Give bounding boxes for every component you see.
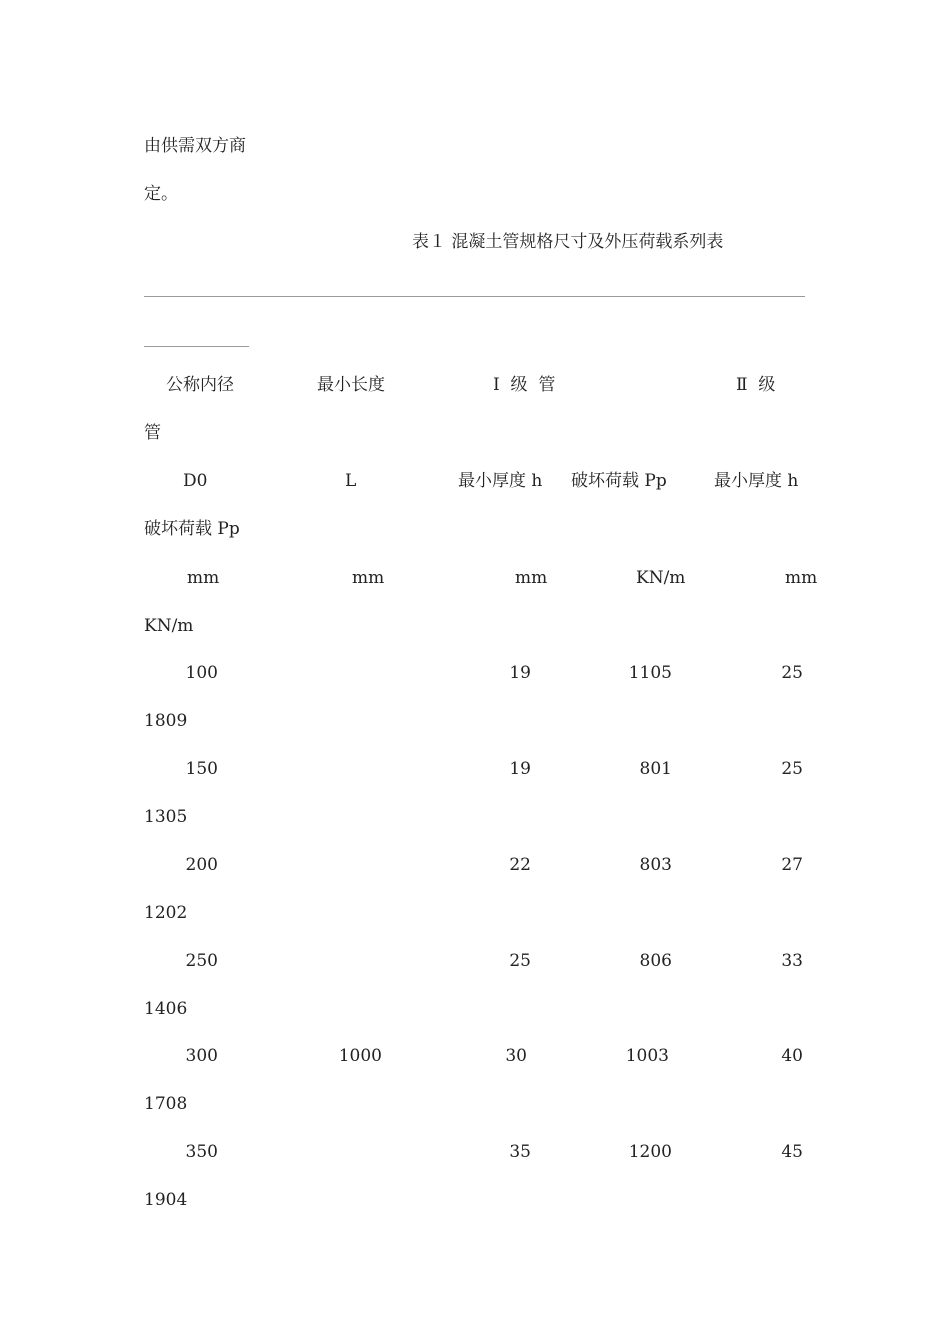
subheader-break-load-2: 破坏荷载 Pp — [144, 519, 240, 539]
cell-h1: 30 — [505, 1046, 527, 1066]
cell-h1: 35 — [509, 1142, 531, 1162]
unit-h2: mm — [785, 568, 818, 588]
cell-h2: 25 — [781, 663, 803, 683]
cell-pp2: 1202 — [144, 903, 188, 923]
header-grade-2-wrap: 管 — [144, 423, 161, 443]
cell-d0: 350 — [185, 1142, 218, 1162]
cell-pp1: 1200 — [628, 1142, 672, 1162]
intro-line-2: 定。 — [144, 184, 178, 204]
header-nominal-diameter: 公称内径 — [166, 375, 234, 395]
cell-h1: 19 — [509, 663, 531, 683]
cell-pp1: 1003 — [625, 1046, 669, 1066]
cell-h2: 40 — [781, 1046, 803, 1066]
subheader-d0: D0 — [183, 471, 208, 491]
cell-d0: 200 — [185, 855, 218, 875]
unit-pp1: KN/m — [636, 568, 686, 588]
intro-line-1: 由供需双方商 — [144, 136, 246, 156]
table-title: 表１ 混凝土管规格尺寸及外压荷载系列表 — [412, 232, 724, 252]
cell-pp1: 1105 — [628, 663, 672, 683]
cell-pp2: 1809 — [144, 711, 188, 731]
table-top-rule-wrap — [144, 346, 249, 347]
cell-d0: 300 — [185, 1046, 218, 1066]
cell-pp2: 1406 — [144, 999, 188, 1019]
cell-h2: 25 — [781, 759, 803, 779]
cell-d0: 150 — [185, 759, 218, 779]
unit-pp2: KN/m — [144, 616, 194, 636]
cell-h2: 33 — [781, 951, 803, 971]
cell-l: 1000 — [338, 1046, 382, 1066]
subheader-min-thickness-1: 最小厚度 h — [458, 471, 543, 491]
cell-h1: 25 — [509, 951, 531, 971]
cell-h1: 22 — [509, 855, 531, 875]
header-grade-1-pipe: Ⅰ 级 管 — [493, 375, 556, 395]
subheader-break-load-1: 破坏荷载 Pp — [571, 471, 667, 491]
subheader-l: L — [345, 471, 357, 491]
unit-l: mm — [352, 568, 385, 588]
cell-d0: 100 — [185, 663, 218, 683]
cell-pp2: 1904 — [144, 1190, 188, 1210]
subheader-min-thickness-2: 最小厚度 h — [714, 471, 799, 491]
table-top-rule — [144, 296, 805, 297]
cell-h2: 27 — [781, 855, 803, 875]
cell-d0: 250 — [185, 951, 218, 971]
unit-h1: mm — [515, 568, 548, 588]
cell-pp1: 801 — [639, 759, 672, 779]
unit-d0: mm — [187, 568, 220, 588]
cell-h1: 19 — [509, 759, 531, 779]
cell-h2: 45 — [781, 1142, 803, 1162]
header-min-length: 最小长度 — [317, 375, 385, 395]
header-grade-2: Ⅱ 级 — [736, 375, 776, 395]
cell-pp2: 1305 — [144, 807, 188, 827]
cell-pp2: 1708 — [144, 1094, 188, 1114]
cell-pp1: 803 — [639, 855, 672, 875]
cell-pp1: 806 — [639, 951, 672, 971]
